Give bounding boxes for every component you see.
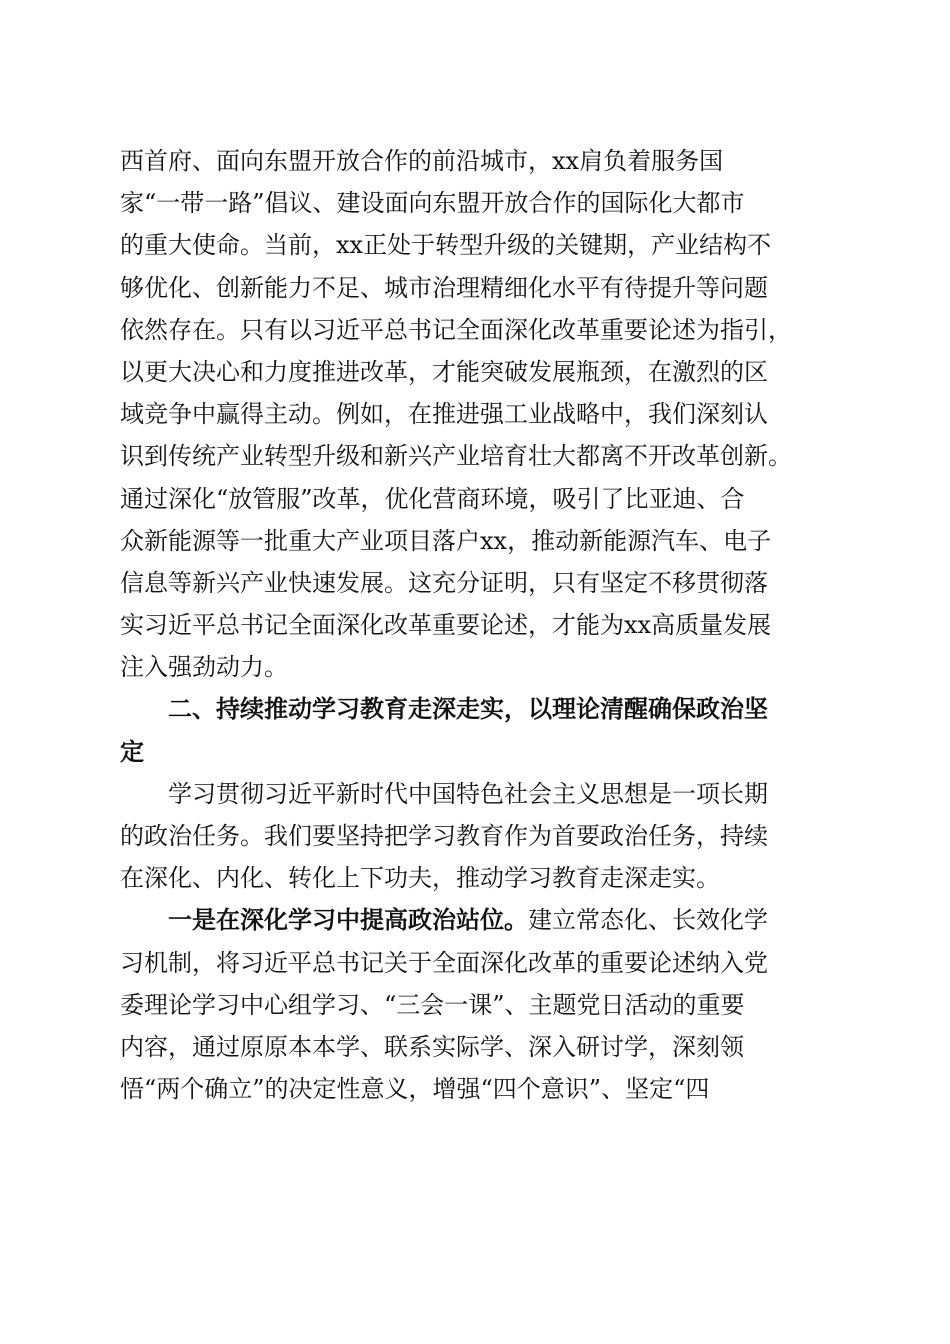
section-heading-line-1: 二、持续推动学习教育走深走实，以理论清醒确保政治坚 <box>168 695 768 724</box>
paragraph-1-line-7: 域竞争中赢得主动。例如，在推进强工业战略中，我们深刻认 <box>120 400 768 429</box>
paragraph-1-line-3: 的重大使命。当前，xx正处于转型升级的关键期，产业结构不 <box>120 231 772 260</box>
paragraph-3-lead: 一是在深化学习中提高政治站位。 <box>168 905 528 935</box>
paragraph-1-line-11: 信息等新兴产业快速发展。这充分证明，只有坚定不移贯彻落 <box>120 568 768 597</box>
paragraph-3-line-2: 习机制，将习近平总书记关于全面深化改革的重要论述纳入党 <box>120 948 768 977</box>
paragraph-1-line-5: 依然存在。只有以习近平总书记全面深化改革重要论述为指引， <box>120 315 792 344</box>
paragraph-2-line-1: 学习贯彻习近平新时代中国特色社会主义思想是一项长期 <box>168 779 768 808</box>
paragraph-1-line-4: 够优化、创新能力不足、城市治理精细化水平有待提升等问题 <box>120 273 768 302</box>
paragraph-3-line-3: 委理论学习中心组学习、“三会一课”、主题党日活动的重要 <box>120 990 745 1019</box>
document-body <box>120 140 836 1110</box>
paragraph-3-line-5: 悟“两个确立”的决定性意义，增强“四个意识”、坚定“四 <box>120 1075 710 1104</box>
paragraph-1-line-13: 注入强劲动力。 <box>120 653 288 682</box>
paragraph-3-first-rest: 建立常态化、长效化学 <box>528 906 768 935</box>
paragraph-1-line-6: 以更大决心和力度推进改革，才能突破发展瓶颈，在激烈的区 <box>120 357 768 386</box>
paragraph-1-line-2: 家“一带一路”倡议、建设面向东盟开放合作的国际化大都市 <box>120 189 745 218</box>
paragraph-1-line-12: 实习近平总书记全面深化改革重要论述，才能为xx高质量发展 <box>120 611 772 640</box>
section-heading-line-2: 定 <box>120 737 144 766</box>
paragraph-3-line-4: 内容，通过原原本本学、联系实际学、深入研讨学，深刻领 <box>120 1032 744 1061</box>
paragraph-2-line-2: 的政治任务。我们要坚持把学习教育作为首要政治任务，持续 <box>120 822 768 850</box>
paragraph-1-line-1: 西首府、面向东盟开放合作的前沿城市，xx肩负着服务国 <box>120 147 724 175</box>
paragraph-2-line-3: 在深化、内化、转化上下功夫，推动学习教育走深走实。 <box>120 864 720 893</box>
paragraph-3-line-1 <box>120 899 836 941</box>
paragraph-1-line-10: 众新能源等一批重大产业项目落户xx，推动新能源汽车、电子 <box>120 526 772 555</box>
paragraph-1-line-8: 识到传统产业转型升级和新兴产业培育壮大都离不开改革创新。 <box>120 442 792 471</box>
paragraph-1-line-9: 通过深化“放管服”改革，优化营商环境，吸引了比亚迪、合 <box>120 484 745 513</box>
